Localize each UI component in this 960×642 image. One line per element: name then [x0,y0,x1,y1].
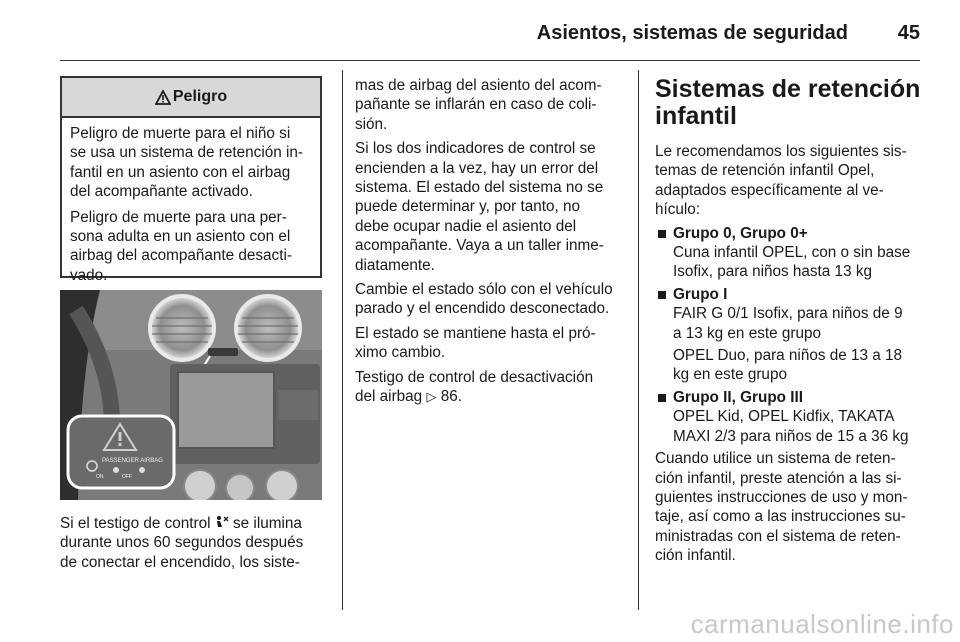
on-label: ON [96,474,104,480]
text-line: fantil en un asiento con el airbag [70,163,291,181]
text-line: pañante se inflarán en caso de coli- [355,96,597,114]
text-line: encienden a la vez, hay un error del [355,159,599,177]
watermark: carmanualsonline.info [690,609,954,639]
text-line: diatamente. [355,256,435,274]
group-list-item: Grupo 0, Grupo 0+ [655,224,925,243]
warning-title: Peligro [172,88,228,105]
dashboard-photo [60,290,322,500]
header-rule [60,60,920,61]
page-reference-link[interactable]: 86. [440,388,462,406]
section-title: Asientos, sistemas de seguridad [536,22,848,44]
text-line: Testigo de control de desactivación [355,368,594,386]
indicator-paragraph [60,514,330,572]
paragraph [355,76,630,134]
text-line: airbag del acompañante desacti- [70,247,292,265]
paragraph [355,280,630,319]
text-line: Si los dos indicadores de control se [355,140,596,158]
warning-paragraph [70,124,312,202]
group-entry: OPEL Kid, OPEL Kidfix, TAKATA MAXI 2/3 para niños de 15 a 36 kg [673,408,909,445]
text-line: Si el testigo de control se ilumina [60,515,302,532]
danger-warning-box [60,76,322,284]
off-label: OFF [122,474,132,480]
child-restraint-section [655,76,925,570]
text-line: Peligro de muerte para el niño si [70,125,291,142]
text-line: sona adulta en un asiento con el [70,228,291,246]
column-divider [638,70,639,610]
text-line: Peligro de muerte para una per- [70,208,287,226]
group-list-item: Grupo II, Grupo III [655,388,925,407]
text-line: debe ocupar nadie el asiento del [355,217,577,235]
column-divider [342,70,343,610]
page-number: 45 [897,22,920,44]
section-heading: Sistemas de retención infantil [655,75,921,130]
text-line: durante unos 60 segundos después [60,534,304,552]
text-line: de conectar el encendido, los siste- [60,553,300,571]
warning-header [62,78,320,118]
text-line: vado. [70,266,108,284]
text-line: sión. [355,115,388,133]
paragraph [355,139,630,275]
text-line: se usa un sistema de retención in- [70,144,303,162]
text-line: parado y el encendido desconectado. [355,300,610,318]
text-line: puede determinar y, por tanto, no [355,198,581,216]
bullet-square-icon [658,291,666,299]
warning-triangle-icon [155,90,171,105]
group-entry: FAIR G 0/1 Isofix, para niños de 9 a 13 kg en este grupo [673,305,903,342]
group-list-item: Grupo I [655,285,925,304]
text-line: Cambie el estado sólo con el vehículo [355,281,613,299]
group-entry: OPEL Duo, para niños de 13 a 18 kg en este grupo [673,347,903,384]
page-header [60,14,920,54]
text-line: del airbag ▷ 86. [355,388,462,406]
group-entry: Cuna infantil OPEL, con o sin base Isofix, para niños hasta 13 kg [673,244,911,281]
passenger-airbag-label: PASSENGER AIRBAG [102,458,163,464]
text-line: mas de airbag del asiento del acom- [355,77,602,94]
intro-paragraph: Le recomendamos los siguientes sis- temas de retención infantil Opel, adaptados específicamente al ve- hículo: [655,143,907,219]
text-line: del acompañante activado. [70,183,253,201]
airbag-status-text [355,76,630,412]
text-line: sistema. El estado del sistema no se [355,179,604,197]
text-line: acompañante. Vaya a un taller inme- [355,237,604,255]
paragraph [355,324,630,363]
warning-paragraph [70,208,312,286]
bullet-square-icon [658,230,666,238]
closing-paragraph: Cuando utilice un sistema de reten- ción infantil, preste atención a las si- guientes instrucciones de uso y mon- taje, así como a las instrucciones su- ministradas con el sistema de reten- ción infantil. [655,450,908,565]
bullet-square-icon [658,394,666,402]
airbag-off-icon [215,515,229,530]
page-reference-arrow-icon: ▷ [426,389,437,405]
text-line: ximo cambio. [355,344,446,362]
text-line: El estado se mantiene hasta el pró- [355,324,596,342]
paragraph [355,368,630,407]
